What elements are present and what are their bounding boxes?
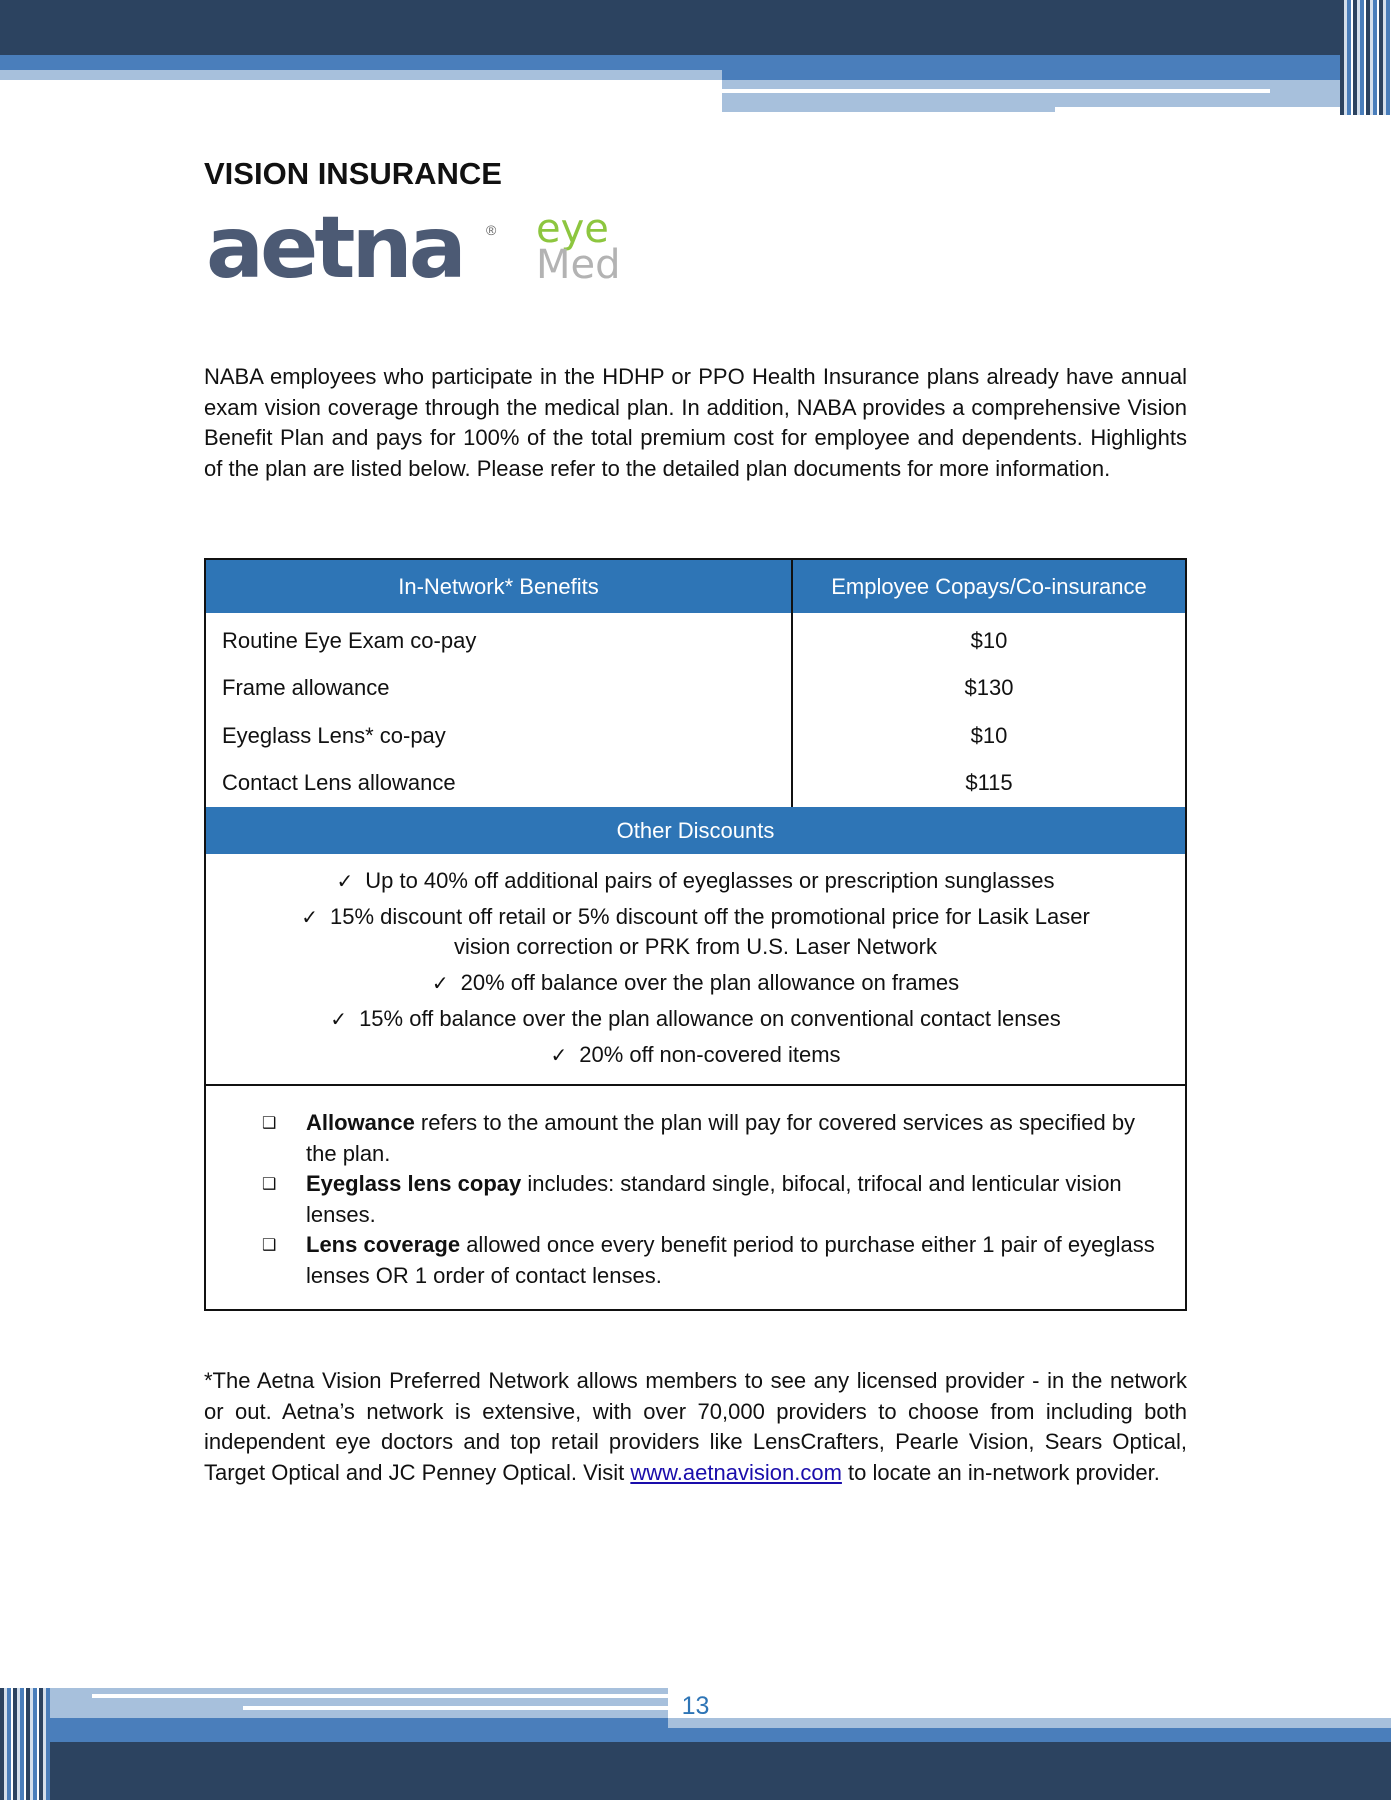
aetnavision-link[interactable]: www.aetnavision.com [630, 1459, 842, 1485]
header-light-strip [0, 70, 722, 80]
table-row-benefit: Frame allowance [222, 675, 390, 701]
list-item [206, 1040, 1185, 1070]
checkbox-bullet-icon: ❑ [262, 1174, 277, 1193]
header-bars-right [1340, 0, 1391, 115]
list-item [262, 1230, 1165, 1291]
list-item [206, 902, 1185, 962]
checkmark-icon: ✓ [330, 1007, 348, 1031]
header-navy-band [0, 0, 1391, 55]
discount-text: 20% off non-covered items [579, 1042, 841, 1067]
checkmark-icon: ✓ [550, 1043, 568, 1067]
note-term: Lens coverage [306, 1232, 461, 1257]
discount-text: 20% off balance over the plan allowance on frames [460, 970, 960, 995]
checkmark-icon: ✓ [336, 869, 354, 893]
discount-text: 15% discount off retail or 5% discount off the promotional price for Lasik Laser vision correction or PRK from U.S. Laser Network [329, 904, 1090, 959]
discount-text: 15% off balance over the plan allowance on conventional contact lenses [359, 1006, 1061, 1031]
table-row-value: $10 [970, 627, 1008, 653]
footer-navy-band [0, 1742, 1391, 1800]
logo-row [206, 198, 666, 298]
list-item [206, 866, 1185, 896]
benefits-table [204, 558, 1187, 1311]
table-row-value: $130 [964, 675, 1014, 701]
list-item [262, 1169, 1165, 1230]
page-number: 13 [681, 1692, 710, 1720]
header-white-block [1055, 107, 1340, 115]
definitions-notes [206, 1086, 1185, 1309]
table-header-row [206, 560, 1185, 613]
footer-white-line-2 [243, 1706, 668, 1710]
table-row-benefit: Contact Lens allowance [222, 770, 456, 796]
discount-text: Up to 40% off additional pairs of eyeglasses or prescription sunglasses [365, 868, 1055, 893]
header-white-line-1 [722, 89, 1270, 93]
table-row-value: $115 [965, 770, 1013, 796]
intro-paragraph: NABA employees who participate in the HDHP or PPO Health Insurance plans already have annual exam vision coverage through the medical plan. In addition, NABA provides a comprehensive Vision Benefit Plan and pays for 100% of the total premium cost for employee and dependents. Highlights of the plan are listed below. Please refer to the detailed plan documents for more information. [204, 364, 1187, 481]
benefit-column [206, 613, 793, 807]
checkmark-icon: ✓ [301, 905, 318, 929]
page-title: VISION INSURANCE [204, 156, 502, 191]
eyemed-logo-med: Med [536, 242, 621, 288]
checkbox-bullet-icon: ❑ [262, 1235, 277, 1254]
list-item [262, 1108, 1165, 1169]
header-decoration [0, 0, 1391, 115]
registered-mark: ® [486, 222, 497, 238]
header-in-network-benefits: In-Network* Benefits [206, 560, 793, 613]
table-row-benefit: Eyeglass Lens* co-pay [222, 722, 446, 748]
copay-column [793, 613, 1185, 807]
footer-white-line-1 [92, 1694, 668, 1698]
note-text: refers to the amount the plan will pay for covered services as specified by the plan. [306, 1110, 1136, 1166]
footer-light-strip [668, 1718, 1391, 1728]
footer-white-behind-number [668, 1688, 1391, 1718]
table-row-benefit: Routine Eye Exam co-pay [222, 627, 477, 653]
checkbox-bullet-icon: ❑ [262, 1113, 277, 1132]
benefit-rows [206, 613, 1185, 807]
note-text: allowed once every benefit period to purchase either 1 pair of eyeglass lenses OR 1 order of contact lenses. [306, 1232, 1155, 1288]
note-text: includes: standard single, bifocal, trifocal and lenticular vision lenses. [306, 1171, 1122, 1227]
network-footnote [204, 1366, 1187, 1488]
other-discounts-header: Other Discounts [206, 807, 1185, 854]
header-employee-copays: Employee Copays/Co-insurance [831, 573, 1147, 599]
list-item [206, 968, 1185, 998]
footer-bars-left [0, 1688, 50, 1800]
checkmark-icon: ✓ [431, 971, 449, 995]
footnote-text-after: to locate an in-network provider. [841, 1459, 1160, 1485]
list-item [206, 1004, 1185, 1034]
note-term: Allowance [306, 1110, 415, 1135]
discounts-list [206, 854, 1185, 1086]
aetna-logo: aetna [206, 198, 463, 298]
footnote-text-before: *The Aetna Vision Preferred Network allows members to see any licensed provider - in the network or out. Aetna’s network is extensive, with over 70,000 providers to choose from including both independent eye doctors and top retail providers like LensCrafters, Pearle Vision, Sears Optical, Target Optical and JC Penney Optical. Visit [204, 1368, 1187, 1485]
eyemed-logo-eye: eye [536, 206, 609, 252]
note-term: Eyeglass lens copay [306, 1171, 522, 1196]
table-row-value: $10 [970, 722, 1008, 748]
